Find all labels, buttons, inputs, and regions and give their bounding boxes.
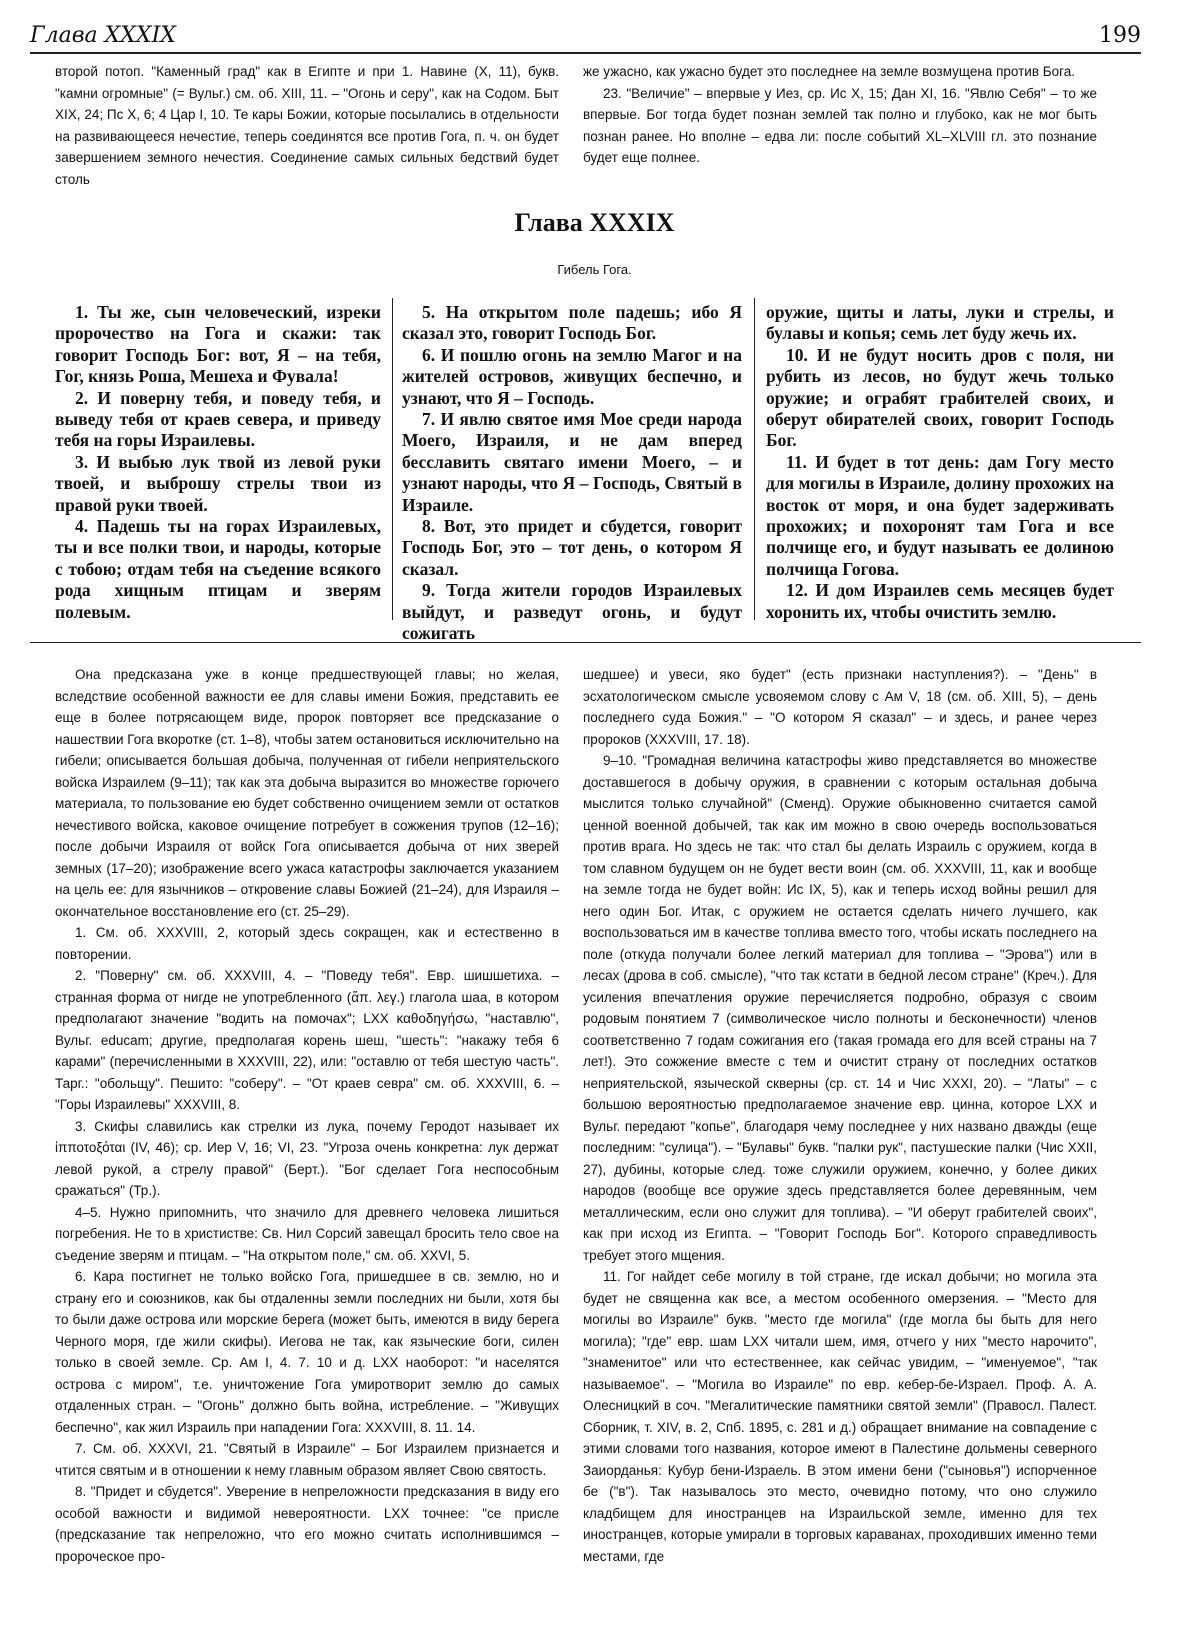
verse: 1. Ты же, сын человеческий, изреки пророчество на Гога и скажи: так говорит Господь Бог: вот, Я – на тебя, Гог, князь Роша, Мешеха и Фувала! (55, 302, 381, 387)
verse: оружие, щиты и латы, луки и стрелы, и булавы и копья; семь лет буду жечь их. (766, 302, 1114, 344)
page-number: 199 (1099, 23, 1141, 48)
commentary-paragraph: 9–10. "Громадная величина катастрофы живо представляется во множестве доставшегося в добычу оружия, в сравнении с которым остальная добыча мыслится только случайной" (Сменд). Оружие обыкновенно считается самой ценной военной добычей, так как им можно в свою очередь воспользоваться против врага. Но здесь не так: что стал бы делать Израиль с оружием, когда в том славном будущем он не будет вести воин (см. об. XXXVIII, 11, как и вообще на земле тогда не будет войн: Ис IX, 5), как и теперь исход войны решил для него один Бог. Итак, с оружием не остается сделать ничего лучшего, как воспользоваться им в качестве топлива вместо того, чтобы искать последнего на поле (откуда получали более легкий материал для топлива – "Эрова") или в лесах (дрова в соб. смысле), "что так кстати в бедной лесом стране" (Креч.). Для усиления впечатления оружие перечисляется подробно, образуя с своим родовым понятием 7 (символическое число полноты и бесконечности) членов соответственно 7 годам сожигания его (такая громада его для всей страны на 7 лет!). Это сожжение вместе с тем и очистит страну от последних остатков неприятельской, языческой скверны (ср. ст. 14 и Чис XXXI, 20). – "Латы" – с большою вероятностью предполагаемое значение евр. цинна, которое LXX и Вульг. передают "копье", благодаря чему последнее у них названо дважды (еще последним: "сулица"). – "Булавы" букв. "палки рук", пастушеские палки (Чис XXII, 27), дубины, которые след. тоже служили оружием, конечно, у более диких народов (вообще все оружие здесь представляется более деревянным, чем металлическим, если оно служит для топлива). – "И оберут грабителей своих", как при исход из Египта. – "Говорит Господь Бог". Которого справедливость требует этого мщения. (583, 753, 1097, 1263)
commentary-paragraph: 7. См. об. XXXVI, 21. "Святый в Израиле" – Бог Израилем признается и чтится святым и в отношении к нему главным образом являет Свою святость. (55, 1441, 559, 1478)
verse: 3. И выбью лук твой из левой руки твоей, и выброшу стрелы твои из правой руки твоей. (55, 451, 381, 515)
column-rule (754, 298, 755, 620)
section-divider (30, 642, 1141, 643)
verse: 10. И не будут носить дров с поля, ни рубить из лесов, но будут жечь только оружие; и ограбят грабителей своих, и оберут обирателей своих, говорит Господь Бог. (766, 344, 1114, 451)
scripture-column-2 (402, 302, 742, 645)
commentary-paragraph: второй потоп. "Каменный град" как в Египте и при 1. Навине (X, 11), букв. "камни огромные" (= Вульг.) см. об. XIII, 11. – "Огонь и серу", как на Содом. Быт XIX, 24; Пс X, 6; 4 Цар I, 10. Те кары Божии, которые посылались в отдельности на развивающееся нечестие, теперь соединятся все против Гога, п. ч. он будет завершением земного нечестия. Соединение самых сильных бедствий будет столь (55, 64, 559, 187)
commentary-paragraph: 11. Гог найдет себе могилу в той стране, где искал добычи; но могила эта будет не священна как все, а местом особенного омерзения. – "Место для могилы во Израиле" букв. "место где могила" (где могла бы быть для него могила); "где" евр. шам LXX читали шем, имя, отчего у них "место нарочито", "знаменитое" или что естественнее, как сейчас увидим, – "именуемое", "так называемое". – "Могила во Израиле" по евр. кебер-бе-Израел. Проф. А. А. Олесницкий в соч. "Мегалитические памятники святой земли" (Правосл. Палест. Сборник, т. XIV, в. 2, Спб. 1895, с. 281 и д.) обращает внимание на совпадение с этими словами того названия, которое имеют в Палестине дольмены северного Заиорданья: Кубур бени-Израель. В этом имени бени ("сыновья") испорченное бе ("в"). Так называлось это место, очевидно потому, что оно служило кладбищем для иностранцев на Израильской земле, именно для тех иностранцев, которые умирали в торговых караванах, проходивших именно теми местами, где (583, 1269, 1097, 1564)
commentary-paragraph: 2. "Поверну" см. об. XXXVIII, 4. – "Поведу тебя". Евр. шишшетиха. – странная форма от нигде не употребленного (ἅπ. λεγ.) глагола шаа, в котором предполагают значение "водить на помочах"; LXX καθοδηγήσω, "наставлю", Вульг. educam; другие, предполагая корень шеш, "шесть": "накажу тебя 6 карами" (перечисленными в XXXVIII, 22), или: "оставлю от тебя шестую часть". Тарг.: "обольщу". Пешито: "соберу". – "От краев севра" см. об. XXXVIII, 6. – "Горы Израилевы" XXXVIII, 8. (55, 968, 559, 1112)
commentary-paragraph: 4–5. Нужно припомнить, что значило для древнего человека лишиться погребения. Не то в христистве: Св. Нил Сорсий завещал бросить тело свое на съедение зверям и птицам. – "На открытом поле," см. об. XXVI, 5. (55, 1204, 559, 1263)
verse: 11. И будет в тот день: дам Гогу место для могилы в Израиле, долину прохожих на восток от моря, и она будет задерживать прохожих; и похоронят там Гога и все полчище его, и будут называть ее долиною полчища Гогова. (766, 451, 1114, 579)
scripture-column-3 (766, 302, 1114, 623)
commentary-paragraph: 3. Скифы славились как стрелки из лука, почему Геродот называет их ἱπποτοξόται (IV, 46); ср. Иер V, 16; VI, 23. "Угроза очень конкретна: лук держат левой рукой, а стрелу правой" (Берт.). "Бог сделает Гога неспособным сражаться" (Тр.). (55, 1118, 559, 1198)
running-header (30, 18, 1141, 54)
column-rule (392, 298, 393, 620)
top-commentary-right (583, 61, 1097, 169)
verse: 5. На открытом поле падешь; ибо Я сказал это, говорит Господь Бог. (402, 302, 742, 344)
verse: 8. Вот, это придет и сбудется, говорит Господь Бог, это – тот день, о котором Я сказал. (402, 516, 742, 579)
verse: 9. Тогда жители городов Израилевых выйдут, и разведут огонь, и будут сожигать (402, 580, 742, 644)
scripture-column-1 (55, 302, 381, 623)
commentary-paragraph: 8. "Придет и сбудется". Уверение в непреложности предсказания в виду его особой важности и видимой невероятности. LXX точнее: "се присле (предсказание так непреложно, что его можно считать исполнившимся – пророческое про- (55, 1484, 559, 1564)
verse: 4. Падешь ты на горах Израилевых, ты и все полки твои, и народы, которые с тобою; отдам тебя на съедение всякого рода хищным птицам и зверям полевым. (55, 516, 381, 622)
commentary-paragraph: 1. См. об. XXXVIII, 2, который здесь сокращен, как и естественно в повторении. (55, 925, 559, 962)
chapter-title: Глава XXXIX (514, 208, 675, 237)
verse: 7. И явлю святое имя Мое среди народа Моего, Израиля, и не дам вперед бесславить святаго имени Моего, – и узнают народы, что Я – Господь, Святый в Израиле. (402, 409, 742, 515)
verse: 6. И пошлю огонь на землю Магог и на жителей островов, живущих беспечно, и узнают, что Я – Господь. (402, 344, 742, 408)
top-commentary-left (55, 61, 559, 190)
commentary-paragraph: Она предсказана уже в конце предшествующей главы; но желая, вследствие особенной важности ее для славы имени Божия, представить ее еще в более потрясающем виде, пророк повторяет все предсказание о нашествии Гога вкоротке (ст. 1–8), чтобы затем остановиться исключительно на гибели; описывается большая добыча, полученная от гибели неприятельского войска Израилем (9–11); так как эта добыча выразится во множестве горючего материала, то пользование ею будет собственно очищением земли от остатков нечестивого войска, каковое очищение потребует в сожжения трупов (12–16); после добычи Израиля от войск Гога описывается добыча от них зверей земных (17–20); изображение всего ужаса катастрофы заключается указанием на цель ее: для язычников – откровение славы Божией (21–24), для Израиля – окончательное восстановление его (ст. 25–29). (55, 667, 559, 919)
chapter-subtitle: Гибель Гога. (557, 262, 632, 277)
commentary-column-left (55, 664, 559, 1567)
commentary-column-right (583, 664, 1097, 1567)
verse: 2. И поверну тебя, и поведу тебя, и выведу тебя от краев севера, и приведу тебя на горы Израилевы. (55, 387, 381, 451)
running-head-chapter: Глава XXXIX (30, 23, 176, 48)
verse: 12. И дом Израилев семь месяцев будет хоронить их, чтобы очистить землю. (766, 580, 1114, 622)
commentary-paragraph: 23. "Величие" – впервые у Иез, ср. Ис X, 15; Дан XI, 16. "Явлю Себя" – то же впервые. Бог тогда будет познан землей так полно и глубоко, как не мог быть познан ранее. Но вполне – едва ли: после событий XL–XLVIII гл. это познание будет еще полнее. (583, 85, 1097, 165)
commentary-paragraph: шедшее) и увеси, яко будет" (есть признаки наступления?). – "День" в эсхатологическом смысле усвояемом слову с Ам V, 18 (см. об. XIII, 5), – день последнего суда Божия." – "О котором Я сказал" – и здесь, и ранее через пророков (XXXVIII, 17. 18). (583, 667, 1097, 747)
commentary-paragraph: 6. Кара постигнет не только войско Гога, пришедшее в св. землю, но и страну его и союзников, как бы отдаленны земли последних ни были, хотя бы то были даже острова или морские берега (может быть, имеются в виду берега Черного моря, где жили скифы). Иегова не так, как языческие боги, силен только в своей земле. Ср. Ам I, 4. 7. 10 и д. LXX наоборот: "и населятся острова с миром", т.е. уничтожение Гога умиротворит землю до самых отдаленных стран. – "Огонь" должно быть война, истребление. – "Живущих беспечно", как жил Израиль при нападении Гога: XXXVIII, 8. 11. 14. (55, 1269, 559, 1435)
commentary-paragraph: же ужасно, как ужасно будет это последнее на земле возмущена против Бога. (583, 64, 1075, 79)
